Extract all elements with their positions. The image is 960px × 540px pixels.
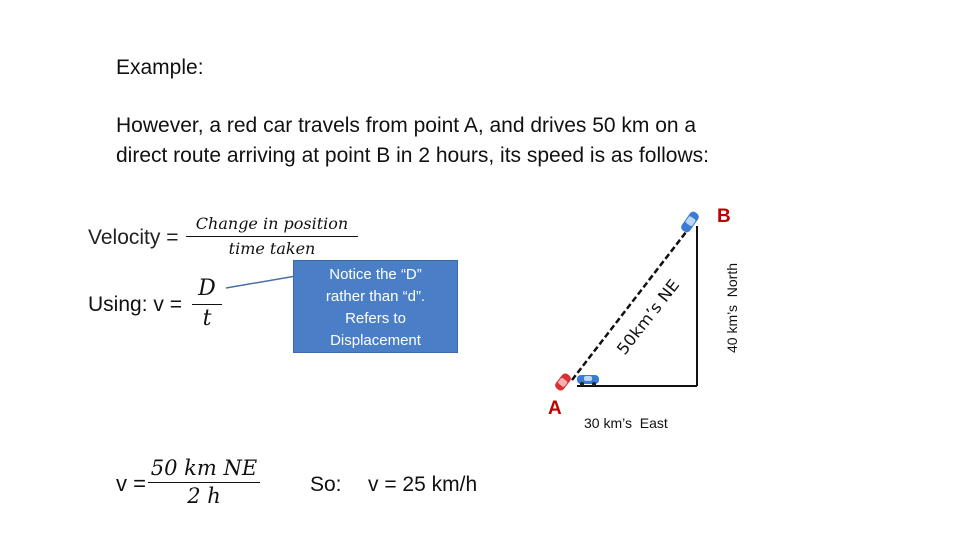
intro-line-2: direct route arriving at point B in 2 hours, its speed is as follows:: [116, 144, 709, 167]
velocity-denominator: time taken: [228, 239, 316, 258]
hypotenuse-label: 50km’s NE: [612, 275, 684, 359]
using-label: Using: v =: [88, 293, 182, 316]
note-line-4: Displacement: [330, 332, 421, 349]
result-text: v = 25 km/h: [368, 473, 478, 496]
velocity-numerator: Change in position: [195, 214, 349, 233]
using-numerator: D: [198, 276, 216, 301]
red-car-icon: [554, 372, 573, 392]
horizontal-leg-label: 30 km’s East: [584, 415, 668, 431]
using-denominator: t: [202, 306, 212, 331]
calc-lhs: v =: [116, 471, 146, 496]
note-connector-line: [226, 276, 296, 288]
intro-line-1: However, a red car travels from point A, and drives 50 km on a: [116, 114, 697, 137]
point-a-label: A: [548, 398, 562, 419]
vertical-leg-label: 40 km’s North: [724, 263, 740, 353]
calc-fraction-bar: [148, 482, 260, 483]
calc-numerator: 50 km NE: [150, 456, 258, 480]
hypotenuse-line: [572, 223, 693, 380]
velocity-label: Velocity =: [88, 226, 179, 249]
note-line-1: Notice the “D”: [329, 266, 422, 283]
calc-fraction: [148, 456, 260, 508]
calc-denominator: 2 h: [187, 484, 221, 508]
blue-car-icon-a: [577, 375, 599, 386]
example-heading: Example:: [116, 56, 204, 79]
note-line-2: rather than “d”.: [325, 288, 426, 305]
note-line-3: Refers to: [345, 310, 406, 327]
point-b-label: B: [717, 206, 731, 227]
so-label: So:: [310, 473, 342, 496]
note-box: [293, 260, 458, 353]
